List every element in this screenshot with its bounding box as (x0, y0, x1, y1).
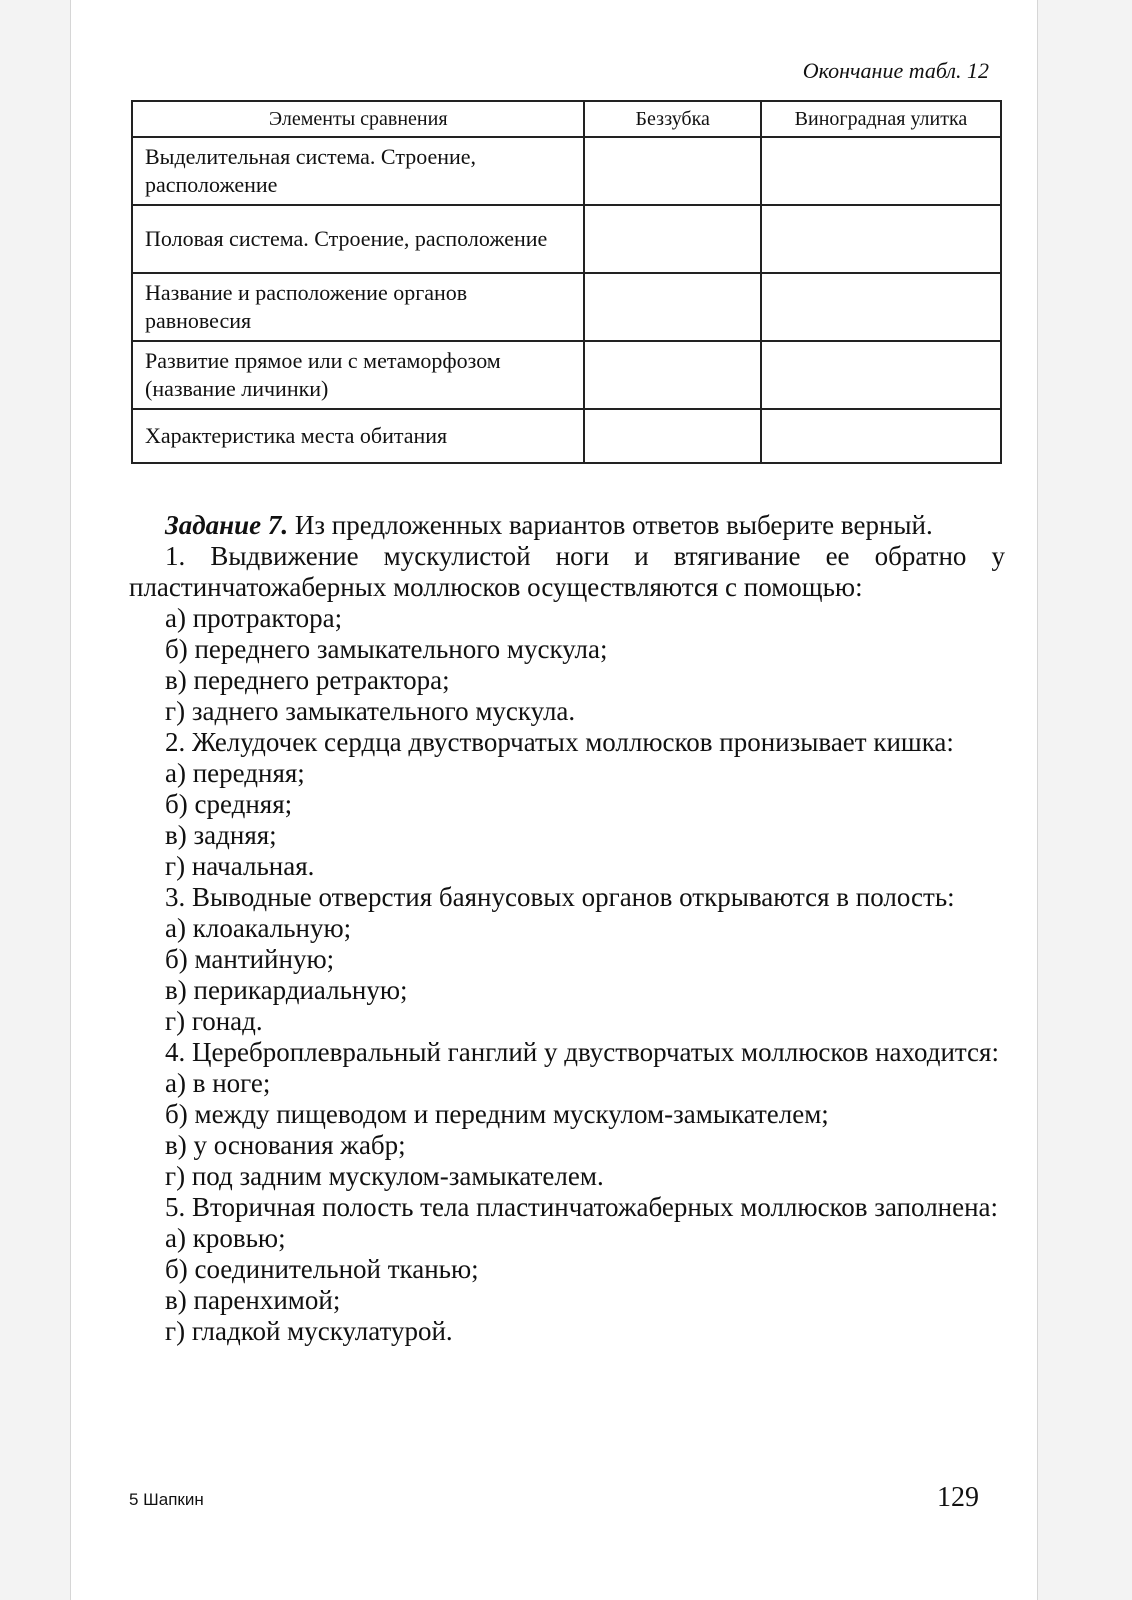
answer-cell (584, 137, 760, 205)
answer-option: б) средняя; (165, 789, 293, 819)
answer-option: б) переднего замыкательного мускула; (165, 634, 608, 664)
answer-option: б) между пищеводом и передним мускулом-замыкателем; (165, 1099, 829, 1129)
answer-cell (761, 205, 1001, 273)
answer-option: а) в ноге; (165, 1068, 271, 1098)
answer-option: а) протрактора; (165, 603, 343, 633)
answer-option: б) мантийную; (165, 944, 335, 974)
question: 3. Выводные отверстия баянусовых органов открываются в полость: (165, 882, 955, 912)
table-row (132, 409, 1001, 463)
answer-cell (584, 205, 760, 273)
row-label: Половая система. Строение, расположение (132, 205, 584, 273)
question: 1. Выдвижение мускулистой ноги и втягивание ее обратно у пластинчатожаберных моллюсков осуществляются с помощью: (129, 541, 1005, 602)
answer-option: в) перикардиальную; (165, 975, 408, 1005)
answer-option: г) гладкой мускулатурой. (165, 1316, 453, 1346)
table-row (132, 341, 1001, 409)
answer-cell (761, 409, 1001, 463)
answer-option: в) у основания жабр; (165, 1130, 406, 1160)
task-block (129, 510, 1005, 1347)
table-row (132, 273, 1001, 341)
task-number: Задание 7. (165, 510, 289, 540)
task-heading (129, 510, 1005, 541)
question: 4. Цереброплевральный ганглий у двустворчатых моллюсков находится: (165, 1037, 999, 1067)
row-label: Развитие прямое или с метаморфозом (название личинки) (132, 341, 584, 409)
answer-option: а) кровью; (165, 1223, 286, 1253)
answer-option: б) соединительной тканью; (165, 1254, 479, 1284)
table-header-row (132, 101, 1001, 137)
answer-option: г) гонад. (165, 1006, 263, 1036)
table-row (132, 205, 1001, 273)
row-label: Выделительная система. Строение, расположение (132, 137, 584, 205)
answer-option: а) клоакальную; (165, 913, 352, 943)
answer-cell (761, 137, 1001, 205)
column-header: Беззубка (584, 101, 760, 137)
answer-option: в) задняя; (165, 820, 277, 850)
book-page (70, 0, 1038, 1600)
answer-option: г) начальная. (165, 851, 315, 881)
question: 5. Вторичная полость тела пластинчатожаберных моллюсков заполнена: (165, 1192, 999, 1222)
row-label: Название и расположение органов равновесия (132, 273, 584, 341)
column-header: Элементы сравнения (132, 101, 584, 137)
question: 2. Желудочек сердца двустворчатых моллюсков пронизывает кишка: (165, 727, 954, 757)
answer-cell (584, 341, 760, 409)
answer-option: г) заднего замыкательного мускула. (165, 696, 576, 726)
printer-signature: 5 Шапкин (129, 1490, 204, 1509)
answer-option: в) переднего ретрактора; (165, 665, 450, 695)
comparison-table (131, 100, 1002, 464)
answer-cell (761, 341, 1001, 409)
page-number: 129 (937, 1482, 979, 1513)
answer-cell (584, 273, 760, 341)
answer-cell (584, 409, 760, 463)
task-instruction: Из предложенных вариантов ответов выберите верный. (288, 510, 933, 540)
table-continuation-note: Окончание табл. 12 (802, 58, 989, 83)
table-row (132, 137, 1001, 205)
answer-option: г) под задним мускулом-замыкателем. (165, 1161, 604, 1191)
answer-option: в) паренхимой; (165, 1285, 341, 1315)
row-label: Характеристика места обитания (132, 409, 584, 463)
column-header: Виноградная улитка (761, 101, 1001, 137)
answer-cell (761, 273, 1001, 341)
answer-option: а) передняя; (165, 758, 305, 788)
